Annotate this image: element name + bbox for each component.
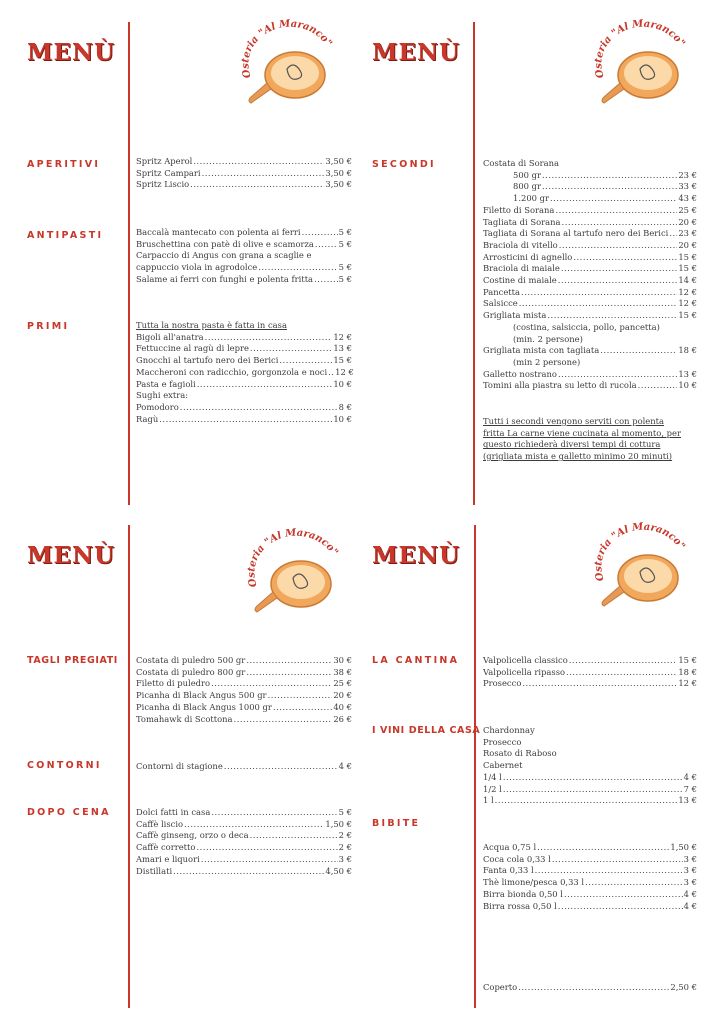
list-item: Costata di Sorana: [483, 158, 559, 168]
antipasti-list: [136, 227, 352, 286]
list-item: Grigliata mista ..... 15 €: [483, 310, 697, 322]
osteria-logo-icon: [243, 526, 343, 614]
list-item: Braciola di vitello ..... 20 €: [483, 240, 697, 252]
menu-title: MENÙ: [372, 542, 461, 569]
list-item: Amari e liquori ..... 3 €: [136, 854, 352, 866]
list-item: Valpolicella ripasso ..... 18 €: [483, 667, 697, 679]
list-item: (costina, salsiccia, pollo, pancetta): [513, 321, 660, 332]
list-item: Galletto nostrano ..... 13 €: [483, 369, 697, 381]
list-item: (min 2 persone): [513, 356, 581, 367]
list-item: Coca cola 0,33 l ..... 3 €: [483, 854, 697, 866]
vini-della-casa-list: [483, 725, 697, 807]
list-item: Costine di maiale ..... 14 €: [483, 275, 697, 287]
section-title-aperitivi: APERITIVI: [27, 159, 101, 170]
tagli-pregiati-list: [136, 655, 352, 725]
primi-list: [136, 320, 352, 425]
section-title-tagli-pregiati: TAGLI PREGIATI: [27, 655, 118, 666]
list-item: cappuccio viola in agrodolce ..... 5 €: [136, 262, 352, 274]
divider-line: [128, 22, 130, 505]
section-title-antipasti: ANTIPASTI: [27, 230, 104, 241]
list-item: Tomini alla piastra su letto di rucola ..... 10 €: [483, 380, 697, 392]
svg-text:Osteria "Al Maranco": Osteria "Al Maranco": [593, 521, 687, 583]
list-item: Spritz Campari ..... 3,50 €: [136, 168, 352, 180]
list-item: 1.200 gr ..... 43 €: [483, 193, 697, 205]
list-item: Gnocchi al tartufo nero dei Berici ..... 15 €: [136, 355, 352, 367]
list-item: Costata di puledro 800 gr ..... 38 €: [136, 667, 352, 679]
aperitivi-list: [136, 156, 352, 191]
list-item: 1/2 l ..... 7 €: [483, 784, 697, 796]
list-item: Thè limone/pesca 0,33 l ..... 3 €: [483, 877, 697, 889]
menu-title: MENÙ: [372, 39, 461, 66]
menu-panel-4: [372, 518, 717, 1008]
list-item: Spritz Aperol ..... 3,50 €: [136, 156, 352, 168]
list-item: Maccheroni con radicchio, gorgonzola e noci ..... 12 €: [136, 367, 352, 379]
list-item: Bigoli all'anatra ..... 12 €: [136, 332, 352, 344]
list-item: Chardonnay: [483, 725, 535, 735]
section-title-vini-della-casa: I VINI DELLA CASA: [372, 725, 481, 736]
list-item: Tomahawk di Scottona ..... 26 €: [136, 714, 352, 726]
divider-line: [473, 22, 475, 505]
list-item: Bruschettina con patè di olive e scamorza ..... 5 €: [136, 239, 352, 251]
divider-line: [474, 525, 476, 1008]
list-item: Picanha di Black Angus 1000 gr ..... 40 €: [136, 702, 352, 714]
osteria-logo-icon: [237, 17, 337, 105]
list-item: Contorni di stagione ..... 4 €: [136, 761, 352, 773]
list-item: Fettuccine al ragù di lepre ..... 13 €: [136, 343, 352, 355]
la-cantina-list: [483, 655, 697, 690]
section-title-la-cantina: LA CANTINA: [372, 655, 460, 666]
list-item: Pomodoro ..... 8 €: [136, 402, 352, 414]
osteria-logo-icon: [590, 520, 690, 608]
list-item: Spritz Liscio ..... 3,50 €: [136, 179, 352, 191]
list-item: Valpolicella classico ..... 15 €: [483, 655, 697, 667]
section-title-contorni: CONTORNI: [27, 760, 102, 771]
list-item: Dolci fatti in casa ..... 5 €: [136, 807, 352, 819]
list-item: Baccalà mantecato con polenta ai ferri ..... 5 €: [136, 227, 352, 239]
secondi-footnote: Tutti i secondi vengono serviti con polenta fritta La carne viene cucinata al momento, per questo richiederà diversi tempi di cottura (grigliata mista e galletto minimo 20 minuti): [483, 416, 681, 462]
list-item: (min. 2 persone): [513, 333, 583, 344]
list-item: 500 gr ..... 23 €: [483, 170, 697, 182]
list-item: Caffè liscio ..... 1,50 €: [136, 819, 352, 831]
list-item: Tagliata di Sorana ..... 20 €: [483, 217, 697, 229]
list-item: Salsicce ..... 12 €: [483, 298, 697, 310]
list-item: 1/4 l ..... 4 €: [483, 772, 697, 784]
svg-text:Osteria "Al Maranco": Osteria "Al Maranco": [246, 527, 340, 589]
section-title-primi: PRIMI: [27, 321, 70, 332]
section-title-secondi: SECONDI: [372, 159, 436, 170]
secondi-list: [483, 158, 697, 392]
list-item: Coperto ..... 2,50 €: [483, 982, 697, 994]
list-item: Caffè corretto ..... 2 €: [136, 842, 352, 854]
osteria-logo-icon: [590, 17, 690, 105]
list-item: Braciola di maiale ..... 15 €: [483, 263, 697, 275]
section-title-dopo-cena: DOPO CENA: [27, 807, 111, 818]
list-item: Picanha di Black Angus 500 gr ..... 20 €: [136, 690, 352, 702]
list-item: Carpaccio di Angus con grana a scaglie e: [136, 250, 312, 261]
list-item: Filetto di puledro ..... 25 €: [136, 678, 352, 690]
bibite-list: [483, 842, 697, 912]
secondi-footnote-block: [483, 416, 697, 463]
list-item: Costata di puledro 500 gr ..... 30 €: [136, 655, 352, 667]
list-item: Cabernet: [483, 760, 523, 771]
divider-line: [128, 525, 130, 1008]
list-item: Filetto di Sorana ..... 25 €: [483, 205, 697, 217]
list-item: Caffè ginseng, orzo o deca ..... 2 €: [136, 830, 352, 842]
list-item: Salame ai ferri con funghi e polenta fritta ..... 5 €: [136, 274, 352, 286]
menu-panel-3: [27, 518, 372, 1008]
list-item: Sughi extra:: [136, 390, 189, 401]
list-item: Rosato di Raboso: [483, 748, 557, 759]
list-item: 1 l ..... 13 €: [483, 795, 697, 807]
list-item: Fanta 0,33 l ..... 3 €: [483, 865, 697, 877]
list-item: Acqua 0,75 l ..... 1,50 €: [483, 842, 697, 854]
primi-note: Tutta la nostra pasta è fatta in casa: [136, 320, 287, 330]
list-item: Prosecco: [483, 736, 522, 747]
list-item: Pancetta ..... 12 €: [483, 287, 697, 299]
list-item: Arrosticini di agnello ..... 15 €: [483, 252, 697, 264]
list-item: Distillati ..... 4,50 €: [136, 866, 352, 878]
list-item: Birra bionda 0,50 l ..... 4 €: [483, 889, 697, 901]
list-item: Ragù ..... 10 €: [136, 414, 352, 426]
contorni-list: [136, 761, 352, 773]
menu-panel-1: [27, 15, 372, 505]
menu-title: MENÙ: [27, 542, 116, 569]
dopo-cena-list: [136, 807, 352, 877]
list-item: Prosecco ..... 12 €: [483, 678, 697, 690]
list-item: 800 gr ..... 33 €: [483, 181, 697, 193]
svg-text:Osteria "Al Maranco": Osteria "Al Maranco": [593, 18, 687, 80]
section-title-bibite: BIBITE: [372, 818, 421, 829]
menu-panel-2: [372, 15, 717, 505]
list-item: Pasta e fagioli ..... 10 €: [136, 379, 352, 391]
svg-text:Osteria "Al Maranco": Osteria "Al Maranco": [240, 18, 334, 80]
list-item: Grigliata mista con tagliata ..... 18 €: [483, 345, 697, 357]
menu-title: MENÙ: [27, 39, 116, 66]
list-item: Tagliata di Sorana al tartufo nero dei Berici ..... 23 €: [483, 228, 697, 240]
list-item: Birra rossa 0,50 l ..... 4 €: [483, 901, 697, 913]
coperto-list: [483, 982, 697, 994]
